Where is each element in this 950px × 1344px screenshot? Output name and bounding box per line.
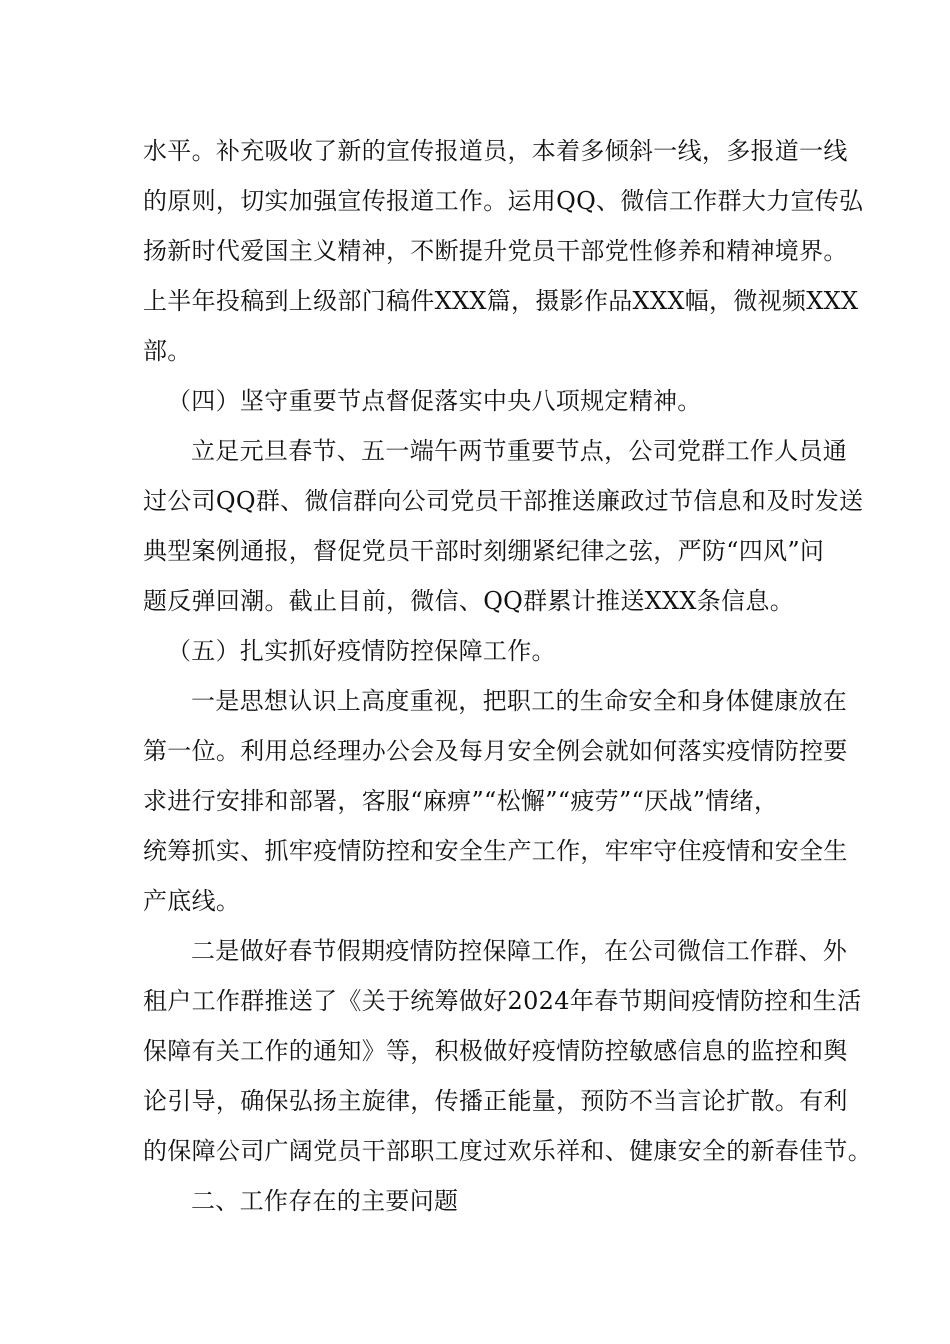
body-text-line: 上半年投稿到上级部门稿件XXX篇，摄影作品XXX幅，微视频XXX (143, 287, 859, 315)
body-text-line: 过公司QQ群、微信群向公司党员干部推送廉政过节信息和及时发送 (143, 487, 864, 515)
body-text-line: 扬新时代爱国主义精神，不断提升党员干部党性修养和精神境界。 (143, 237, 848, 265)
body-text-line: 水平。补充吸收了新的宣传报道员，本着多倾斜一线，多报道一线 (143, 137, 848, 165)
body-text-line: 典型案例通报，督促党员干部时刻绷紧纪律之弦，严防“四风”问 (143, 537, 825, 565)
body-text-line: 一是思想认识上高度重视，把职工的生命安全和身体健康放在 (191, 687, 848, 715)
body-text-line: 二是做好春节假期疫情防控保障工作，在公司微信工作群、外 (191, 937, 848, 965)
body-text-line: 统筹抓实、抓牢疫情防控和安全生产工作，牢牢守住疫情和安全生 (143, 837, 848, 865)
body-text-line: 的原则，切实加强宣传报道工作。运用QQ、微信工作群大力宣传弘 (143, 187, 864, 215)
body-text-line: 立足元旦春节、五一端午两节重要节点，公司党群工作人员通 (191, 437, 848, 465)
section-heading-2: 二、工作存在的主要问题 (191, 1187, 459, 1215)
body-text-line: 题反弹回潮。截止目前，微信、QQ群累计推送XXX条信息。 (143, 587, 795, 615)
body-text-line: 租户工作群推送了《关于统筹做好2024年春节期间疫情防控和生活 (143, 987, 862, 1015)
body-text-line: 第一位。利用总经理办公会及每月安全例会就如何落实疫情防控要 (143, 737, 848, 765)
body-text-line: 保障有关工作的通知》等，积极做好疫情防控敏感信息的监控和舆 (143, 1037, 848, 1065)
body-text-line: 论引导，确保弘扬主旋律，传播正能量，预防不当言论扩散。有利 (143, 1087, 848, 1115)
body-text-line: 求进行安排和部署，客服“麻痹”“松懈”“疲劳”“厌战”情绪， (143, 787, 779, 815)
section-heading-5: （五）扎实抓好疫情防控保障工作。 (167, 637, 556, 665)
body-text-line: 产底线。 (143, 887, 241, 915)
section-heading-4: （四）坚守重要节点督促落实中央八项规定精神。 (167, 387, 702, 415)
body-text-line: 的保障公司广阔党员干部职工度过欢乐祥和、健康安全的新春佳节。 (143, 1137, 872, 1165)
body-text-line: 部。 (143, 337, 192, 365)
